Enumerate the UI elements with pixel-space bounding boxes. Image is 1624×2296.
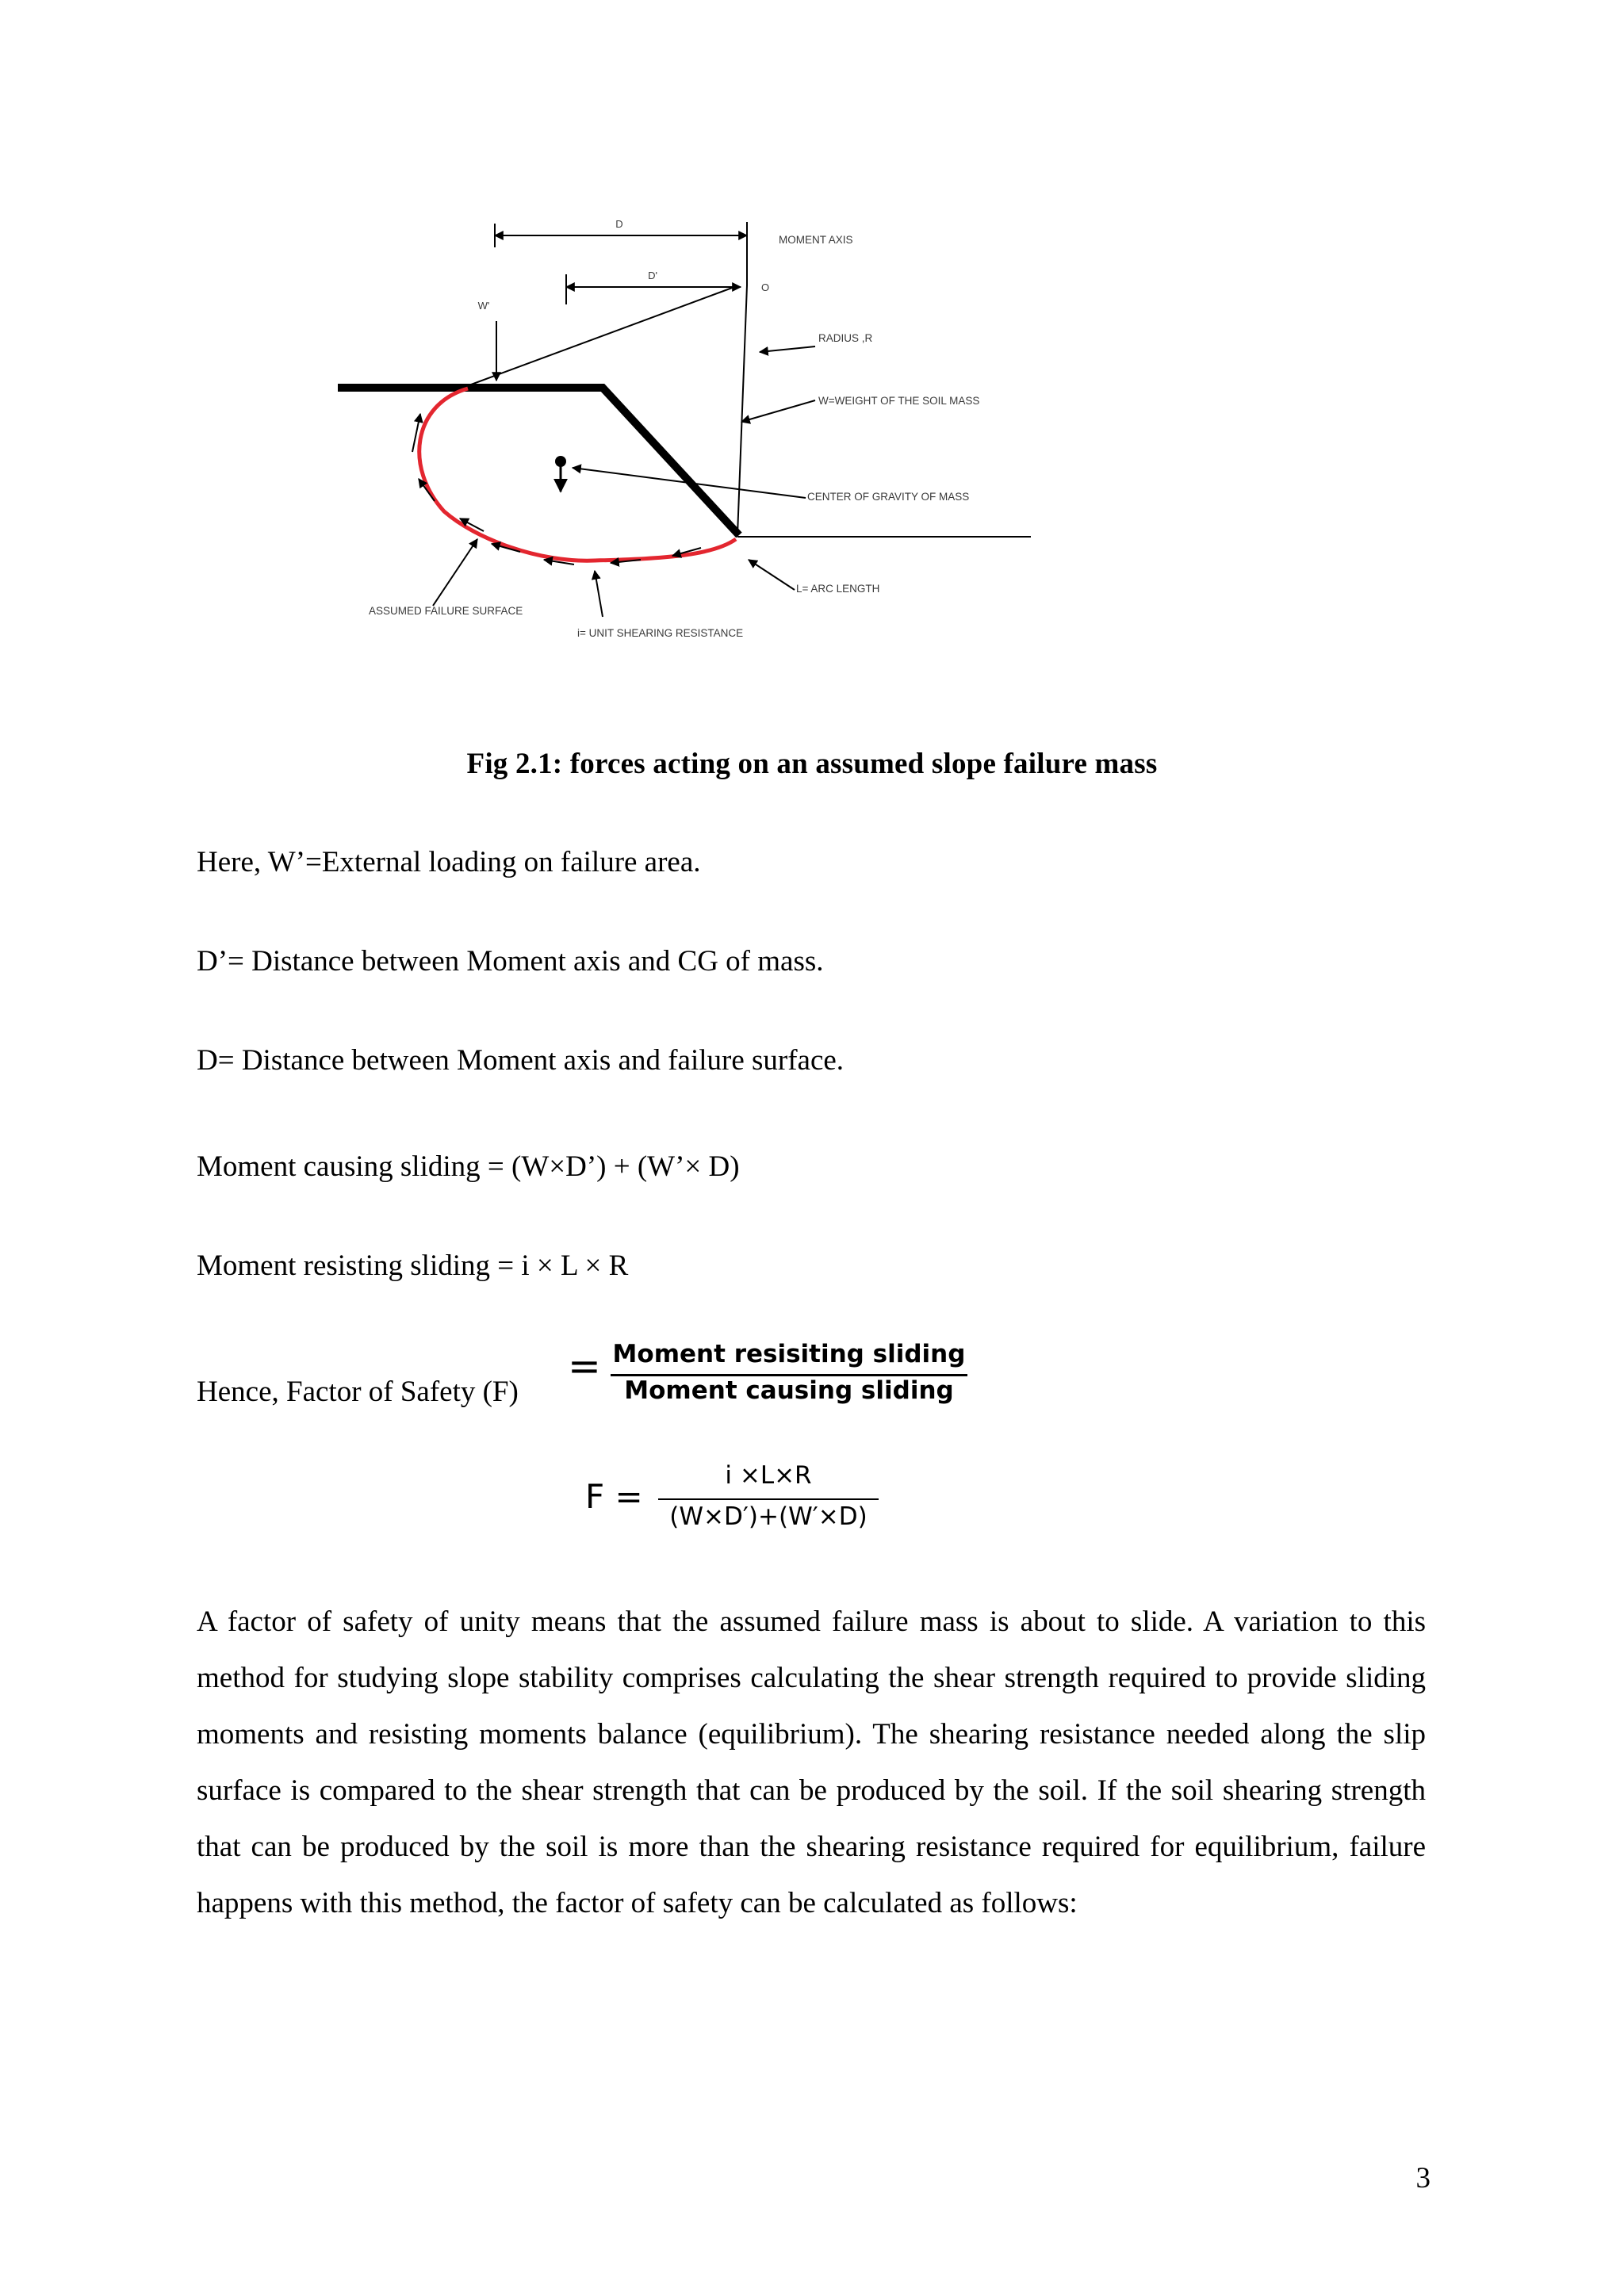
shearing-leader — [595, 571, 603, 617]
fos-equals: = — [568, 1343, 601, 1389]
cg-leader — [573, 468, 806, 498]
figure-caption: Fig 2.1: forces acting on an assumed slope failure mass — [466, 748, 1158, 780]
arc-length-leader — [749, 560, 795, 590]
factor-of-safety-label: Hence, Factor of Safety (F) — [197, 1376, 519, 1408]
radius-leader — [760, 346, 815, 352]
definition-d: D= Distance between Moment axis and failure surface. — [197, 1044, 845, 1077]
o-label: O — [761, 281, 770, 293]
radius-label: RADIUS ,R — [818, 332, 873, 344]
formula-numerator: i ×L×R — [725, 1461, 812, 1490]
definition-d-prime: D’= Distance between Moment axis and CG of mass. — [197, 945, 824, 978]
page-number: 3 — [1415, 2162, 1431, 2195]
formula-fraction — [658, 1461, 879, 1540]
formula-fraction-bar — [658, 1498, 879, 1500]
shearing-resistance-label: i= UNIT SHEARING RESISTANCE — [577, 627, 744, 639]
axis-vertical-line — [737, 285, 747, 535]
formula-denominator: (W×D′)+(W′×D) — [669, 1502, 868, 1531]
moment-resisting-sliding: Moment resisting sliding = i × L × R — [197, 1249, 629, 1282]
weight-label: W=WEIGHT OF THE SOIL MASS — [818, 395, 980, 407]
weight-leader — [741, 400, 815, 422]
slope-surface — [338, 388, 739, 535]
formula-lhs: F = — [585, 1477, 643, 1516]
failure-surface-label: ASSUMED FAILURE SURFACE — [369, 605, 523, 617]
d-prime-label: D' — [648, 270, 657, 281]
body-paragraph: A factor of safety of unity means that the assumed failure mass is about to slide. A variation to this method for studying slope stability comprises calculating the shear strength required to provide sliding moments and resisting moments balance (equilibrium). The shearing resistance needed along the slip surface is compared to the shear strength that can be produced by the soil. If the soil shearing strength that can be produced by the soil is more than the shearing resistance required for equilibrium, failure happens with this method, the factor of safety can be calculated as follows: — [197, 1605, 1426, 1919]
w-prime-label: W' — [477, 300, 490, 312]
fos-word-fraction — [611, 1340, 967, 1419]
fos-denominator: Moment causing sliding — [624, 1376, 954, 1405]
radius-line — [465, 287, 734, 387]
failure-surface-leader — [433, 539, 477, 606]
moment-axis-label: MOMENT AXIS — [779, 234, 853, 246]
center-of-gravity-label: CENTER OF GRAVITY OF MASS — [807, 491, 970, 503]
d-label: D — [615, 218, 623, 230]
slope-failure-figure — [333, 206, 1031, 650]
slope-failure-diagram — [333, 206, 1031, 650]
definition-w-prime: Here, W’=External loading on failure area. — [197, 846, 701, 878]
shearing-arrows — [412, 414, 701, 564]
formula-lhs-box — [585, 1477, 657, 1525]
fos-equals-sign — [568, 1343, 599, 1391]
moment-causing-sliding: Moment causing sliding = (W×D’) + (W’× D) — [197, 1150, 740, 1183]
fos-numerator: Moment resisiting sliding — [612, 1340, 966, 1368]
arc-length-label: L= ARC LENGTH — [796, 583, 880, 595]
